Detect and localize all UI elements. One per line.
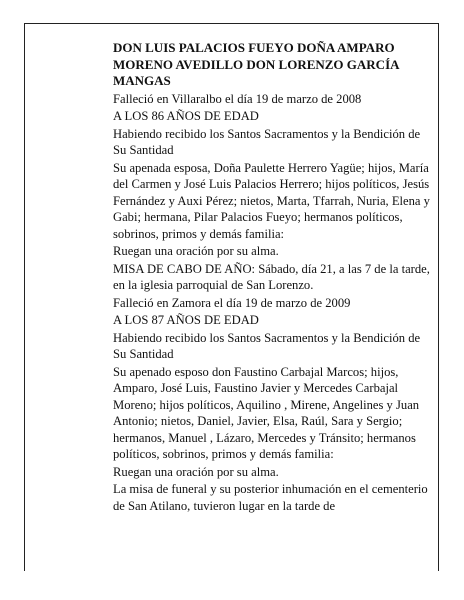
page-frame [24,23,439,571]
paragraph-family-1: Su apenada esposa, Doña Paulette Herrero Yagüe; hijos, María del Carmen y José Luis Palacios Herrero; hijos políticos, Jesús Fernández y Auxi Pérez; nietos, Marta, Tfarrah, Nuria, Elena y Gabi; hermana, Pilar Palacios Fueyo; hermanos políticos, sobrinos, primos y demás familia: [113,160,430,241]
paragraph-prayer-2: Ruegan una oración por su alma. [113,464,279,479]
notice-column [113,40,431,515]
paragraph-age-1: A LOS 86 AÑOS DE EDAD [113,109,259,123]
notice-title: DON LUIS PALACIOS FUEYO DOÑA AMPARO MORENO AVEDILLO DON LORENZO GARCÍA MANGAS [113,40,399,88]
paragraph-death-date-1: Falleció en Villaralbo el día 19 de marzo de 2008 [113,91,362,106]
paragraph-age-2: A LOS 87 AÑOS DE EDAD [113,313,259,327]
paragraph-sacraments-1: Habiendo recibido los Santos Sacramentos y la Bendición de Su Santidad [113,126,421,157]
paragraph-death-date-2: Falleció en Zamora el día 19 de marzo de 2009 [113,295,351,310]
paragraph-prayer-1: Ruegan una oración por su alma. [113,244,279,258]
paragraph-sacraments-2: Habiendo recibido los Santos Sacramentos y la Bendición de Su Santidad [113,330,421,361]
paragraph-funeral: La misa de funeral y su posterior inhumación en el cementerio de San Atilano, tuvieron lugar en la tarde de [113,482,428,513]
paragraph-mass: MISA DE CABO DE AÑO: Sábado, día 21, a las 7 de la tarde, en la iglesia parroquial de San Lorenzo. [113,261,430,292]
paragraph-family-2: Su apenado esposo don Faustino Carbajal Marcos; hijos, Amparo, José Luis, Faustino Javier y Mercedes Carbajal Moreno; hijos políticos, Aquilino , Mirene, Angelines y Juan Antonio; nietos, Daniel, Javier, Elsa, Raúl, Sara y Sergio; hermanos, Manuel , Lázaro, Mercedes y Tránsito; hermanos políticos, sobrinos, primos y demás familia: [113,364,420,461]
